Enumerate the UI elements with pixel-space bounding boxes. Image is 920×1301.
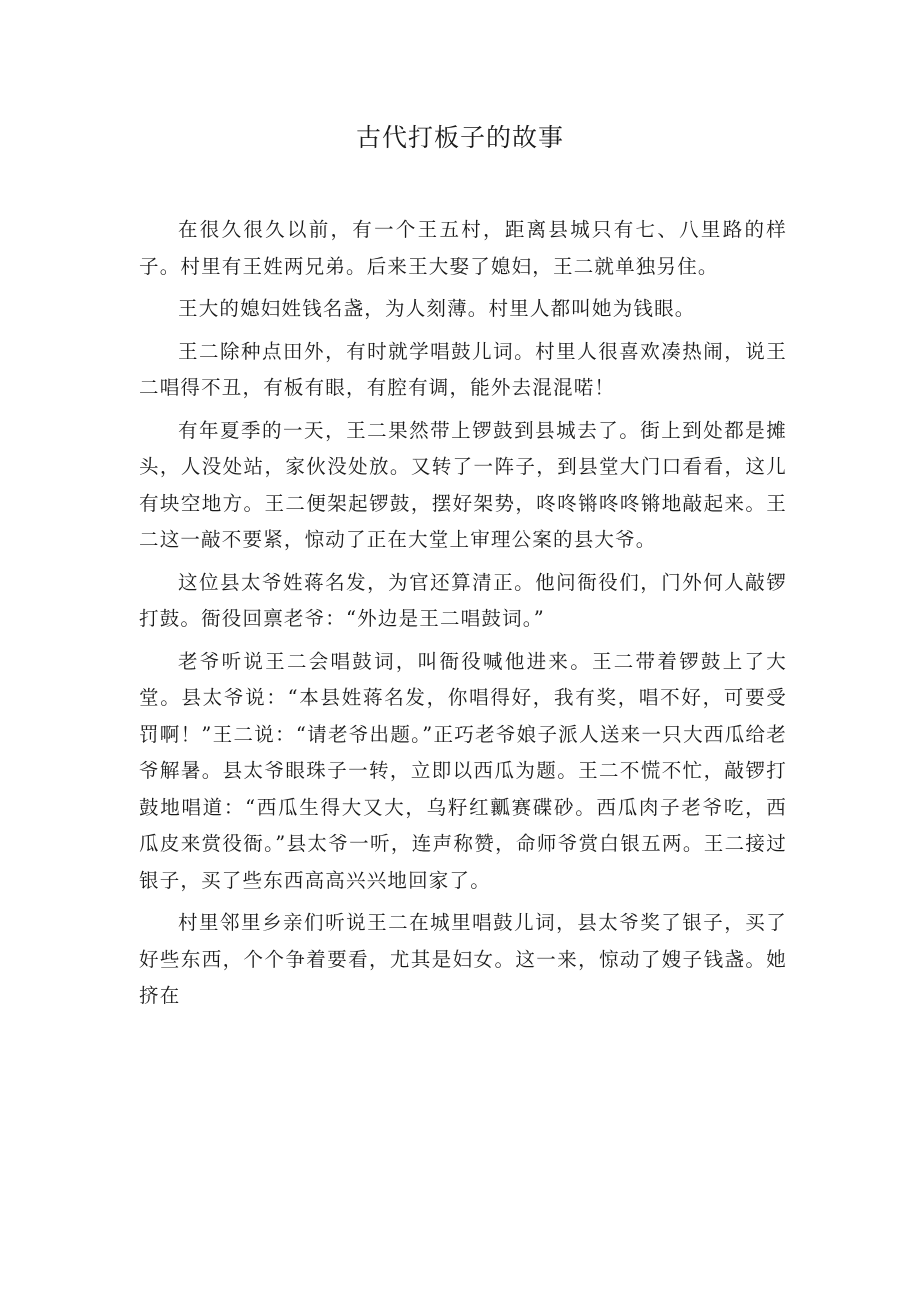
document-title: 古代打板子的故事 [355, 123, 564, 152]
paragraph: 王二除种点田外，有时就学唱鼓儿词。村里人很喜欢凑热闹，说王二唱得不丑，有板有眼，有腔有调，能外去混混喏！ [139, 339, 787, 399]
paragraph: 有年夏季的一天，王二果然带上锣鼓到县城去了。街上到处都是摊头，人没处站，家伙没处放。又转了一阵子，到县堂大门口看看，这儿有块空地方。王二便架起锣鼓，摆好架势，咚咚锵咚咚锵地敲起来。王二这一敲不要紧，惊动了正在大堂上审理公案的县大爷。 [139, 418, 787, 551]
paragraph: 老爷听说王二会唱鼓词，叫衙役喊他进来。王二带着锣鼓上了大堂。县太爷说：“本县姓蒋名发，你唱得好，我有奖，唱不好，可要受罚啊！”王二说：“请老爷出题。”正巧老爷娘子派人送来一只大西瓜给老爷解暑。县太爷眼珠子一转，立即以西瓜为题。王二不慌不忙，敲锣打鼓地唱道：“西瓜生得大又大，乌籽红瓤赛碟砂。西瓜肉子老爷吃，西瓜皮来赏役衙。”县太爷一听，连声称赞，命师爷赏白银五两。王二接过银子，买了些东西高高兴兴地回家了。 [139, 649, 787, 892]
paragraph: 王大的媳妇姓钱名盏，为人刻薄。村里人都叫她为钱眼。 [178, 297, 696, 320]
paragraph: 村里邻里乡亲们听说王二在城里唱鼓儿词，县太爷奖了银子，买了好些东西，个个争着要看，尤其是妇女。这一来，惊动了嫂子钱盏。她挤在 [139, 911, 787, 1007]
paragraph: 在很久很久以前，有一个王五村，距离县城只有七、八里路的样子。村里有王姓两兄弟。后来王大娶了媳妇，王二就单独另住。 [139, 218, 787, 278]
document-body [139, 212, 787, 1021]
paragraph: 这位县太爷姓蒋名发，为官还算清正。他问衙役们，门外何人敲锣打鼓。衙役回禀老爷：“外边是王二唱鼓词。” [139, 570, 787, 630]
